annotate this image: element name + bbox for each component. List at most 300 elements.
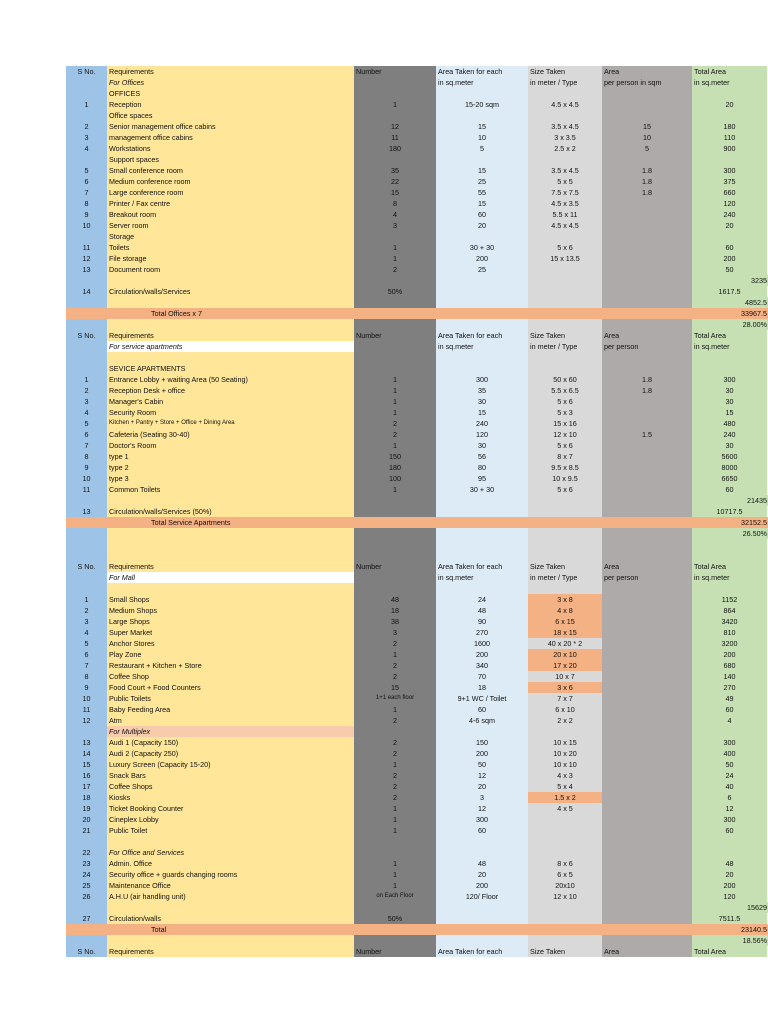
area-per-person-cell[interactable]: [602, 308, 692, 319]
requirement-cell[interactable]: Printer / Fax centre: [107, 198, 354, 209]
area-each-cell[interactable]: [436, 231, 528, 242]
number-cell[interactable]: [354, 308, 436, 319]
area-each-cell[interactable]: 340: [436, 660, 528, 671]
area-each-cell[interactable]: Area Taken for each: [436, 330, 528, 341]
sno-cell[interactable]: 2: [66, 385, 107, 396]
area-per-person-cell[interactable]: [602, 671, 692, 682]
sno-cell[interactable]: 8: [66, 671, 107, 682]
total-area-cell[interactable]: 15629: [692, 902, 768, 913]
number-cell[interactable]: 50%: [354, 913, 436, 924]
number-cell[interactable]: [354, 297, 436, 308]
area-each-cell[interactable]: 3: [436, 792, 528, 803]
sno-cell[interactable]: 20: [66, 814, 107, 825]
area-per-person-cell[interactable]: [602, 814, 692, 825]
number-cell[interactable]: 2: [354, 638, 436, 649]
sno-cell[interactable]: 23: [66, 858, 107, 869]
requirement-cell[interactable]: Toilets: [107, 242, 354, 253]
size-cell[interactable]: [528, 319, 602, 330]
total-area-cell[interactable]: [692, 88, 767, 99]
sno-cell[interactable]: [66, 110, 107, 121]
total-area-cell[interactable]: [692, 583, 767, 594]
size-cell[interactable]: [528, 88, 602, 99]
area-each-cell[interactable]: [436, 506, 528, 517]
area-each-cell[interactable]: Area Taken for each: [436, 946, 528, 957]
number-cell[interactable]: [354, 726, 436, 737]
area-per-person-cell[interactable]: [602, 253, 692, 264]
sno-cell[interactable]: [66, 297, 107, 308]
sno-cell[interactable]: 1: [66, 594, 107, 605]
requirement-cell[interactable]: Security Room: [107, 407, 354, 418]
area-each-cell[interactable]: [436, 902, 528, 913]
requirement-cell[interactable]: Audi 2 (Capacity 250): [107, 748, 354, 759]
size-cell[interactable]: 5.5 x 11: [528, 209, 602, 220]
size-cell[interactable]: 8 x 7: [528, 451, 602, 462]
number-cell[interactable]: [354, 341, 436, 352]
size-cell[interactable]: 20x10: [528, 880, 602, 891]
area-each-cell[interactable]: in sq.meter: [436, 77, 528, 88]
number-cell[interactable]: 15: [354, 187, 436, 198]
area-per-person-cell[interactable]: [602, 770, 692, 781]
total-area-cell[interactable]: [692, 539, 767, 550]
number-cell[interactable]: 1: [354, 825, 436, 836]
area-each-cell[interactable]: 18: [436, 682, 528, 693]
sno-cell[interactable]: [66, 341, 107, 352]
size-cell[interactable]: 50 x 60: [528, 374, 602, 385]
requirement-cell[interactable]: Small Shops: [107, 594, 354, 605]
requirement-cell[interactable]: Storage: [107, 231, 354, 242]
total-area-cell[interactable]: 375: [692, 176, 767, 187]
size-cell[interactable]: [528, 583, 602, 594]
number-cell[interactable]: 1: [354, 242, 436, 253]
size-cell[interactable]: 15 x 16: [528, 418, 602, 429]
requirement-cell[interactable]: [107, 583, 354, 594]
sno-cell[interactable]: 4: [66, 143, 107, 154]
number-cell[interactable]: 1: [354, 374, 436, 385]
sno-cell[interactable]: [66, 231, 107, 242]
requirement-cell[interactable]: Breakout room: [107, 209, 354, 220]
size-cell[interactable]: 1.5 x 2: [528, 792, 602, 803]
total-area-cell[interactable]: 49: [692, 693, 767, 704]
requirement-cell[interactable]: Workstations: [107, 143, 354, 154]
area-per-person-cell[interactable]: [602, 319, 692, 330]
number-cell[interactable]: 3: [354, 220, 436, 231]
size-cell[interactable]: 5 x 3: [528, 407, 602, 418]
number-cell[interactable]: 18: [354, 605, 436, 616]
area-per-person-cell[interactable]: Area: [602, 561, 692, 572]
number-cell[interactable]: 35: [354, 165, 436, 176]
number-cell[interactable]: 11: [354, 132, 436, 143]
area-per-person-cell[interactable]: [602, 891, 692, 902]
area-per-person-cell[interactable]: [602, 264, 692, 275]
size-cell[interactable]: 7 x 7: [528, 693, 602, 704]
sno-cell[interactable]: 14: [66, 748, 107, 759]
number-cell[interactable]: 1: [354, 869, 436, 880]
number-cell[interactable]: [354, 902, 436, 913]
requirement-cell[interactable]: Requirements: [107, 330, 354, 341]
total-area-cell[interactable]: 60: [692, 825, 767, 836]
area-per-person-cell[interactable]: [602, 583, 692, 594]
area-per-person-cell[interactable]: [602, 660, 692, 671]
total-area-cell[interactable]: 200: [692, 253, 767, 264]
requirement-cell[interactable]: Doctor's Room: [107, 440, 354, 451]
total-area-cell[interactable]: 3235: [692, 275, 768, 286]
requirement-cell[interactable]: File storage: [107, 253, 354, 264]
size-cell[interactable]: Size Taken: [528, 561, 602, 572]
area-per-person-cell[interactable]: [602, 726, 692, 737]
size-cell[interactable]: in meter / Type: [528, 77, 602, 88]
area-per-person-cell[interactable]: [602, 869, 692, 880]
total-area-cell[interactable]: 48: [692, 858, 767, 869]
area-per-person-cell[interactable]: [602, 836, 692, 847]
area-each-cell[interactable]: 300: [436, 814, 528, 825]
requirement-cell[interactable]: [107, 836, 354, 847]
number-cell[interactable]: [354, 154, 436, 165]
sno-cell[interactable]: [66, 726, 107, 737]
area-each-cell[interactable]: [436, 88, 528, 99]
requirement-cell[interactable]: Reception Desk + office: [107, 385, 354, 396]
total-area-cell[interactable]: 8000: [692, 462, 767, 473]
requirement-cell[interactable]: [107, 528, 354, 539]
total-area-cell[interactable]: [692, 154, 767, 165]
size-cell[interactable]: 3 x 8: [528, 594, 602, 605]
number-cell[interactable]: 180: [354, 462, 436, 473]
requirement-cell[interactable]: management office cabins: [107, 132, 354, 143]
total-area-cell[interactable]: 300: [692, 374, 767, 385]
area-per-person-cell[interactable]: 1.8: [602, 385, 692, 396]
requirement-cell[interactable]: Entrance Lobby + waiting Area (50 Seating): [107, 374, 354, 385]
sno-cell[interactable]: [66, 935, 107, 946]
size-cell[interactable]: [528, 847, 602, 858]
number-cell[interactable]: [354, 847, 436, 858]
area-per-person-cell[interactable]: [602, 759, 692, 770]
requirement-cell[interactable]: Document room: [107, 264, 354, 275]
sno-cell[interactable]: 7: [66, 440, 107, 451]
requirement-cell[interactable]: Audi 1 (Capacity 150): [107, 737, 354, 748]
area-each-cell[interactable]: [436, 847, 528, 858]
total-area-cell[interactable]: 240: [692, 429, 767, 440]
area-each-cell[interactable]: [436, 495, 528, 506]
area-per-person-cell[interactable]: [602, 462, 692, 473]
area-each-cell[interactable]: 60: [436, 825, 528, 836]
number-cell[interactable]: 8: [354, 198, 436, 209]
area-per-person-cell[interactable]: [602, 495, 692, 506]
sno-cell[interactable]: 27: [66, 913, 107, 924]
area-per-person-cell[interactable]: [602, 715, 692, 726]
size-cell[interactable]: [528, 814, 602, 825]
size-cell[interactable]: 4 x 3: [528, 770, 602, 781]
sno-cell[interactable]: 4: [66, 407, 107, 418]
requirement-cell[interactable]: For Office and Services: [107, 847, 354, 858]
size-cell[interactable]: [528, 495, 602, 506]
requirement-cell[interactable]: Office spaces: [107, 110, 354, 121]
requirement-cell[interactable]: type 3: [107, 473, 354, 484]
size-cell[interactable]: [528, 539, 602, 550]
area-per-person-cell[interactable]: [602, 539, 692, 550]
size-cell[interactable]: [528, 924, 602, 935]
area-each-cell[interactable]: in sq.meter: [436, 341, 528, 352]
size-cell[interactable]: 6 x 15: [528, 616, 602, 627]
requirement-cell[interactable]: Atm: [107, 715, 354, 726]
size-cell[interactable]: 12 x 10: [528, 891, 602, 902]
number-cell[interactable]: 1: [354, 803, 436, 814]
number-cell[interactable]: 2: [354, 429, 436, 440]
size-cell[interactable]: 3.5 x 4.5: [528, 121, 602, 132]
area-each-cell[interactable]: 1600: [436, 638, 528, 649]
sno-cell[interactable]: 18: [66, 792, 107, 803]
requirement-cell[interactable]: Public Toilets: [107, 693, 354, 704]
sno-cell[interactable]: 11: [66, 242, 107, 253]
requirement-cell[interactable]: Large Shops: [107, 616, 354, 627]
sno-cell[interactable]: 11: [66, 484, 107, 495]
sno-cell[interactable]: 8: [66, 451, 107, 462]
size-cell[interactable]: [528, 297, 602, 308]
sno-cell[interactable]: 15: [66, 759, 107, 770]
requirement-cell[interactable]: [107, 902, 354, 913]
area-each-cell[interactable]: 20: [436, 869, 528, 880]
requirement-cell[interactable]: Maintenance Office: [107, 880, 354, 891]
requirement-cell[interactable]: Medium conference room: [107, 176, 354, 187]
area-per-person-cell[interactable]: [602, 924, 692, 935]
total-area-cell[interactable]: 300: [692, 737, 767, 748]
area-each-cell[interactable]: 80: [436, 462, 528, 473]
requirement-cell[interactable]: Coffee Shops: [107, 781, 354, 792]
number-cell[interactable]: [354, 517, 436, 528]
area-each-cell[interactable]: [436, 308, 528, 319]
area-per-person-cell[interactable]: per person: [602, 341, 692, 352]
sno-cell[interactable]: 7: [66, 187, 107, 198]
area-per-person-cell[interactable]: [602, 473, 692, 484]
total-area-cell[interactable]: 20: [692, 220, 767, 231]
area-each-cell[interactable]: 200: [436, 253, 528, 264]
total-area-cell[interactable]: 30: [692, 440, 767, 451]
total-area-cell[interactable]: 1617.5: [692, 286, 767, 297]
total-area-cell[interactable]: 12: [692, 803, 767, 814]
sno-cell[interactable]: 5: [66, 165, 107, 176]
area-per-person-cell[interactable]: [602, 858, 692, 869]
sno-cell[interactable]: 1: [66, 99, 107, 110]
total-area-cell[interactable]: 480: [692, 418, 767, 429]
sno-cell[interactable]: 6: [66, 176, 107, 187]
requirement-cell[interactable]: [107, 935, 354, 946]
area-each-cell[interactable]: 60: [436, 704, 528, 715]
area-each-cell[interactable]: [436, 154, 528, 165]
area-each-cell[interactable]: 300: [436, 374, 528, 385]
sno-cell[interactable]: 13: [66, 737, 107, 748]
size-cell[interactable]: [528, 913, 602, 924]
area-each-cell[interactable]: 120/ Floor: [436, 891, 528, 902]
requirement-cell[interactable]: Requirements: [107, 946, 354, 957]
requirement-cell[interactable]: type 2: [107, 462, 354, 473]
number-cell[interactable]: 1: [354, 440, 436, 451]
total-area-cell[interactable]: 180: [692, 121, 767, 132]
number-cell[interactable]: 2: [354, 781, 436, 792]
requirement-cell[interactable]: [107, 297, 354, 308]
area-per-person-cell[interactable]: [602, 506, 692, 517]
sno-cell[interactable]: 5: [66, 418, 107, 429]
area-per-person-cell[interactable]: [602, 902, 692, 913]
size-cell[interactable]: 7.5 x 7.5: [528, 187, 602, 198]
number-cell[interactable]: [354, 352, 436, 363]
area-per-person-cell[interactable]: [602, 286, 692, 297]
total-area-cell[interactable]: 50: [692, 264, 767, 275]
sno-cell[interactable]: S No.: [66, 561, 107, 572]
area-per-person-cell[interactable]: [602, 363, 692, 374]
size-cell[interactable]: 4.5 x 3.5: [528, 198, 602, 209]
size-cell[interactable]: [528, 308, 602, 319]
sno-cell[interactable]: 19: [66, 803, 107, 814]
requirement-cell[interactable]: Senior management office cabins: [107, 121, 354, 132]
total-area-cell[interactable]: 33967.5: [692, 308, 768, 319]
number-cell[interactable]: 50%: [354, 286, 436, 297]
sno-cell[interactable]: [66, 902, 107, 913]
requirement-cell[interactable]: [107, 495, 354, 506]
total-area-cell[interactable]: 30: [692, 396, 767, 407]
number-cell[interactable]: 1: [354, 396, 436, 407]
number-cell[interactable]: 2: [354, 748, 436, 759]
requirement-cell[interactable]: Snack Bars: [107, 770, 354, 781]
sno-cell[interactable]: 10: [66, 693, 107, 704]
area-each-cell[interactable]: 240: [436, 418, 528, 429]
size-cell[interactable]: 6 x 10: [528, 704, 602, 715]
requirement-cell[interactable]: Security office + guards changing rooms: [107, 869, 354, 880]
number-cell[interactable]: 2: [354, 770, 436, 781]
area-per-person-cell[interactable]: [602, 99, 692, 110]
sno-cell[interactable]: [66, 363, 107, 374]
area-each-cell[interactable]: 150: [436, 737, 528, 748]
sno-cell[interactable]: 4: [66, 627, 107, 638]
area-per-person-cell[interactable]: [602, 242, 692, 253]
size-cell[interactable]: 10 x 9.5: [528, 473, 602, 484]
total-area-cell[interactable]: Total Area: [692, 946, 767, 957]
area-each-cell[interactable]: 25: [436, 264, 528, 275]
number-cell[interactable]: [354, 88, 436, 99]
area-per-person-cell[interactable]: [602, 517, 692, 528]
requirement-cell[interactable]: Reception: [107, 99, 354, 110]
area-each-cell[interactable]: [436, 539, 528, 550]
total-area-cell[interactable]: 900: [692, 143, 767, 154]
total-area-cell[interactable]: 120: [692, 198, 767, 209]
number-cell[interactable]: 2: [354, 671, 436, 682]
sno-cell[interactable]: S No.: [66, 66, 107, 77]
total-area-cell[interactable]: 18.56%: [692, 935, 768, 946]
area-per-person-cell[interactable]: [602, 638, 692, 649]
requirement-cell[interactable]: A.H.U (air handling unit): [107, 891, 354, 902]
area-each-cell[interactable]: 15-20 sqm: [436, 99, 528, 110]
area-per-person-cell[interactable]: [602, 154, 692, 165]
number-cell[interactable]: [354, 231, 436, 242]
requirement-cell[interactable]: Total Offices x 7: [107, 308, 354, 319]
requirement-cell[interactable]: Cafeteria (Seating 30-40): [107, 429, 354, 440]
area-per-person-cell[interactable]: 10: [602, 132, 692, 143]
number-cell[interactable]: 2: [354, 264, 436, 275]
total-area-cell[interactable]: 3200: [692, 638, 767, 649]
size-cell[interactable]: 10 x 15: [528, 737, 602, 748]
size-cell[interactable]: [528, 110, 602, 121]
area-per-person-cell[interactable]: [602, 396, 692, 407]
area-per-person-cell[interactable]: [602, 605, 692, 616]
sno-cell[interactable]: S No.: [66, 330, 107, 341]
number-cell[interactable]: Number: [354, 946, 436, 957]
size-cell[interactable]: 40 x 20 * 2: [528, 638, 602, 649]
size-cell[interactable]: Size Taken: [528, 330, 602, 341]
number-cell[interactable]: Number: [354, 330, 436, 341]
sno-cell[interactable]: 6: [66, 429, 107, 440]
total-area-cell[interactable]: 60: [692, 484, 767, 495]
size-cell[interactable]: 2 x 2: [528, 715, 602, 726]
size-cell[interactable]: [528, 528, 602, 539]
sno-cell[interactable]: 2: [66, 605, 107, 616]
area-per-person-cell[interactable]: [602, 484, 692, 495]
sno-cell[interactable]: 12: [66, 253, 107, 264]
requirement-cell[interactable]: Common Toilets: [107, 484, 354, 495]
number-cell[interactable]: 3: [354, 627, 436, 638]
total-area-cell[interactable]: 200: [692, 649, 767, 660]
area-each-cell[interactable]: 15: [436, 121, 528, 132]
size-cell[interactable]: 8 x 6: [528, 858, 602, 869]
number-cell[interactable]: 15: [354, 682, 436, 693]
area-per-person-cell[interactable]: 1.8: [602, 187, 692, 198]
number-cell[interactable]: [354, 77, 436, 88]
number-cell[interactable]: 2: [354, 660, 436, 671]
size-cell[interactable]: [528, 935, 602, 946]
requirement-cell[interactable]: [107, 550, 354, 561]
number-cell[interactable]: [354, 319, 436, 330]
requirement-cell[interactable]: [107, 352, 354, 363]
number-cell[interactable]: 38: [354, 616, 436, 627]
number-cell[interactable]: 1+1 each floor: [354, 693, 436, 704]
area-each-cell[interactable]: [436, 110, 528, 121]
total-area-cell[interactable]: 400: [692, 748, 767, 759]
area-per-person-cell[interactable]: [602, 220, 692, 231]
requirement-cell[interactable]: Ticket Booking Counter: [107, 803, 354, 814]
requirement-cell[interactable]: Large conference room: [107, 187, 354, 198]
area-each-cell[interactable]: in sq.meter: [436, 572, 528, 583]
total-area-cell[interactable]: 21435: [692, 495, 768, 506]
size-cell[interactable]: [528, 517, 602, 528]
area-each-cell[interactable]: 56: [436, 451, 528, 462]
sno-cell[interactable]: 5: [66, 638, 107, 649]
area-each-cell[interactable]: 25: [436, 176, 528, 187]
number-cell[interactable]: 4: [354, 209, 436, 220]
size-cell[interactable]: in meter / Type: [528, 572, 602, 583]
area-each-cell[interactable]: [436, 352, 528, 363]
size-cell[interactable]: [528, 726, 602, 737]
area-each-cell[interactable]: 60: [436, 209, 528, 220]
sno-cell[interactable]: 1: [66, 374, 107, 385]
size-cell[interactable]: 5.5 x 6.5: [528, 385, 602, 396]
area-per-person-cell[interactable]: [602, 847, 692, 858]
area-each-cell[interactable]: [436, 297, 528, 308]
total-area-cell[interactable]: 10717.5: [692, 506, 767, 517]
total-area-cell[interactable]: [692, 726, 767, 737]
number-cell[interactable]: [354, 275, 436, 286]
total-area-cell[interactable]: 270: [692, 682, 767, 693]
area-each-cell[interactable]: Area Taken for each: [436, 561, 528, 572]
total-area-cell[interactable]: 110: [692, 132, 767, 143]
number-cell[interactable]: [354, 550, 436, 561]
area-per-person-cell[interactable]: [602, 913, 692, 924]
size-cell[interactable]: [528, 275, 602, 286]
total-area-cell[interactable]: 20: [692, 99, 767, 110]
area-each-cell[interactable]: 30: [436, 396, 528, 407]
total-area-cell[interactable]: 23140.5: [692, 924, 768, 935]
sno-cell[interactable]: 3: [66, 132, 107, 143]
size-cell[interactable]: 5 x 6: [528, 396, 602, 407]
area-each-cell[interactable]: 15: [436, 165, 528, 176]
sno-cell[interactable]: 22: [66, 847, 107, 858]
sno-cell[interactable]: 9: [66, 682, 107, 693]
sno-cell[interactable]: [66, 836, 107, 847]
